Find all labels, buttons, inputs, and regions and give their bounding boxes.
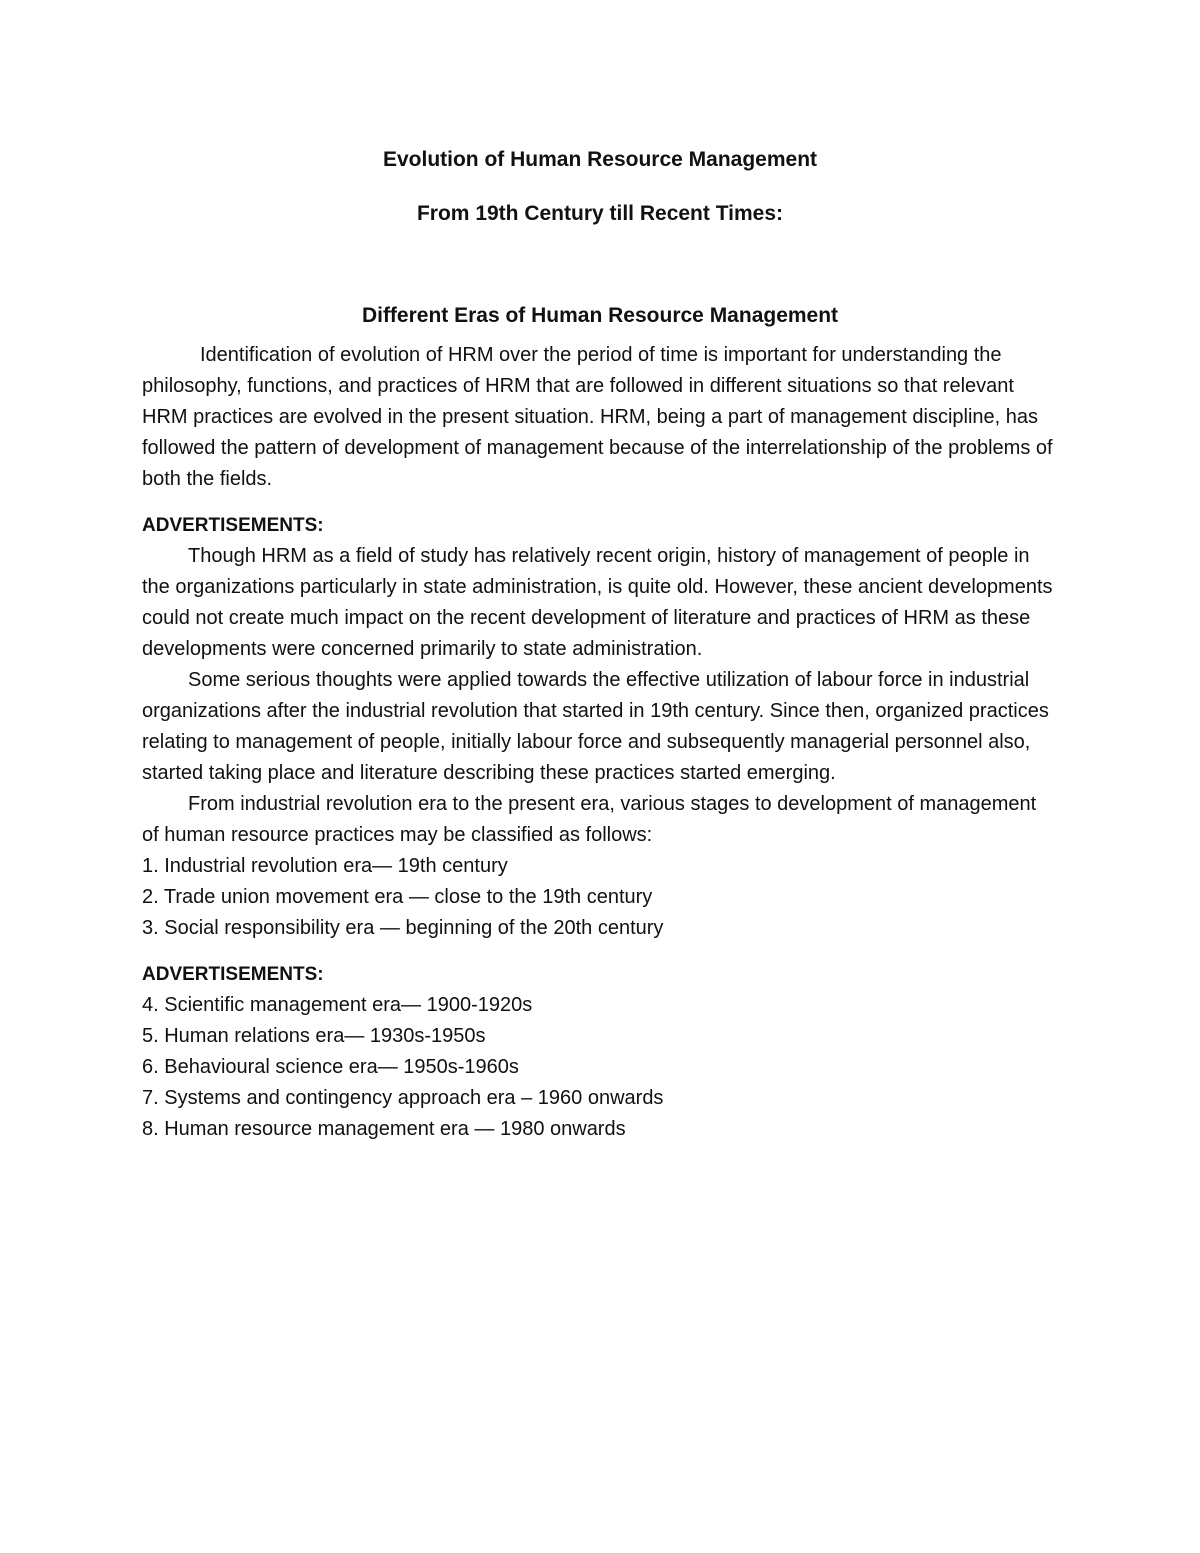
paragraph-intro: Identification of evolution of HRM over the period of time is important for understanding the philosophy, functions, and practices of HRM that are followed in different situations so that relevant HRM practices are evolved in the present situation. HRM, being a part of management discipline, has followed the pattern of development of management because of the interrelationship of the problems of both the fields. xyxy=(142,344,1053,490)
title-block xyxy=(142,140,1058,234)
paragraph-classification: From industrial revolution era to the present era, various stages to development of management of human resource practices may be classified as follows: xyxy=(142,793,1037,846)
document-subtitle: From 19th Century till Recent Times: xyxy=(416,202,784,225)
list-item: 4. Scientific management era— 1900-1920s xyxy=(142,994,533,1016)
list-item: 2. Trade union movement era — close to the 19th century xyxy=(142,886,653,908)
document-body xyxy=(142,140,1058,1145)
eras-list-part2 xyxy=(142,990,1058,1145)
list-item: 1. Industrial revolution era— 19th century xyxy=(142,855,508,877)
paragraph-industrial-revolution: Some serious thoughts were applied towards the effective utilization of labour force in industrial organizations after the industrial revolution that started in 19th century. Since then, organized practices relating to management of people, initially labour force and subsequently managerial personnel also, started taking place and literature describing these practices started emerging. xyxy=(142,669,1049,784)
list-item: 8. Human resource management era — 1980 onwards xyxy=(142,1118,626,1140)
advertisements-label: ADVERTISEMENTS: xyxy=(142,964,324,985)
list-item: 6. Behavioural science era— 1950s-1960s xyxy=(142,1056,519,1078)
list-item: 7. Systems and contingency approach era – 1960 onwards xyxy=(142,1087,664,1109)
document-title: Evolution of Human Resource Management xyxy=(382,148,818,171)
paragraph-history: Though HRM as a field of study has relatively recent origin, history of management of people in the organizations particularly in state administration, is quite old. However, these ancient developments could not create much impact on the recent development of literature and practices of HRM as these developments were concerned primarily to state administration. xyxy=(142,545,1053,660)
list-item: 3. Social responsibility era — beginning of the 20th century xyxy=(142,917,664,939)
advertisements-label: ADVERTISEMENTS: xyxy=(142,515,324,536)
list-item: 5. Human relations era— 1930s-1950s xyxy=(142,1025,486,1047)
eras-list-part1 xyxy=(142,851,1058,944)
section-heading: Different Eras of Human Resource Management xyxy=(361,304,839,327)
